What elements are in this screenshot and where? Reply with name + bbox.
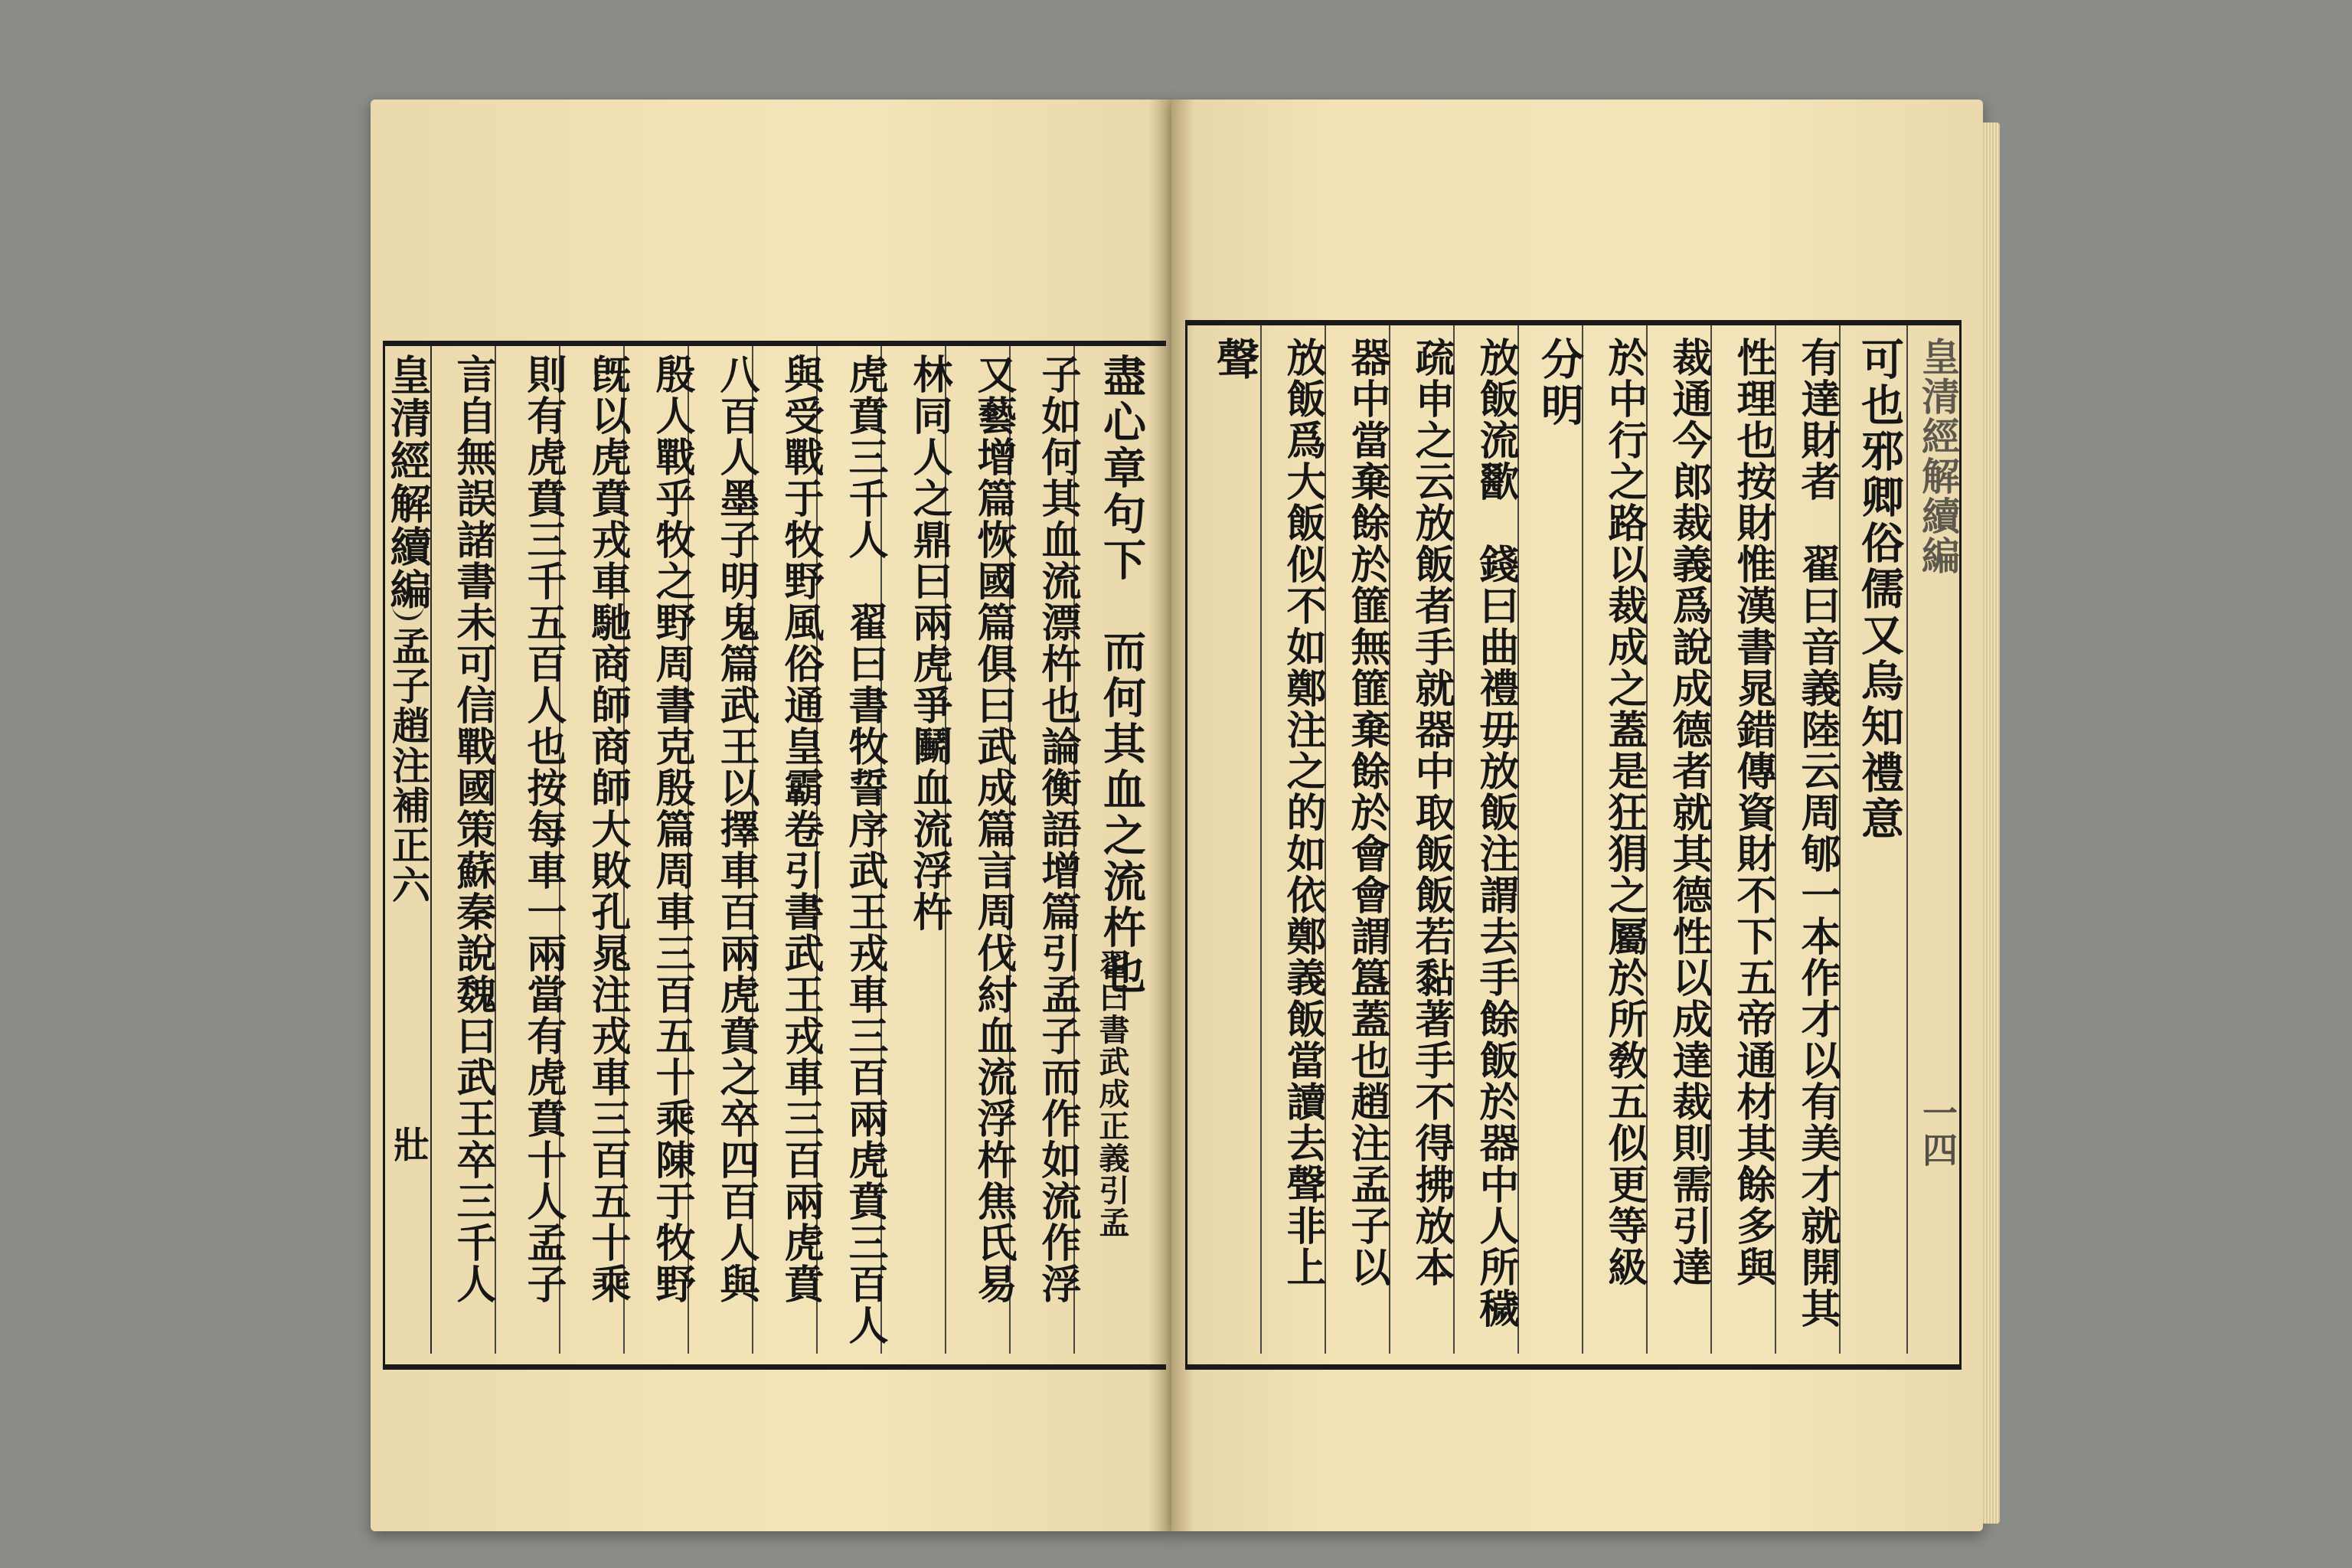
- left-column-10: 則有虎賁三千五百人也按每車一兩當有虎賁十人孟子: [520, 354, 567, 1305]
- right-column-8: 疏申之云放飯者手就器中取飯飯若黏著手不得拂放本: [1408, 337, 1455, 1288]
- right-column-7: 放飯流歠 錢曰曲禮毋放飯注謂去手餘飯於器中人所穢: [1472, 337, 1519, 1329]
- column-rule: [1582, 325, 1583, 1354]
- right-column-2: 有達財者 翟曰音義陸云周郇一本作才以有美才就開其: [1794, 337, 1841, 1329]
- left-column-3: 又藝增篇恢國篇俱曰武成篇言周伐紂血流浮杵焦氏易: [970, 354, 1017, 1305]
- page-edges: [1983, 122, 2000, 1524]
- column-rule: [1906, 325, 1908, 1354]
- right-column-3: 性理也按財惟漢書晁錯傳資財不下五帝通材其餘多與: [1730, 337, 1776, 1288]
- left-annotation: 翟曰書武成正義引孟: [1094, 949, 1130, 1239]
- right-folio-number: 一四: [1917, 1095, 1958, 1168]
- left-column-1: 盡心章句下 而何其血之流杵也: [1096, 354, 1147, 997]
- right-column-6: 分明: [1534, 337, 1585, 429]
- right-column-1: 可也邪卿俗儒又烏知禮意: [1854, 337, 1905, 842]
- left-column-5: 虎賁三千人 翟曰書牧誓序武王戎車三百兩虎賁三百人: [841, 354, 888, 1346]
- left-running-title: 皇清經解續編: [384, 354, 433, 611]
- left-folio-number: 壯: [387, 1125, 430, 1164]
- left-column-7: 八百人墨子明鬼篇武王以擇車百兩虎賁之卒四百人與: [713, 354, 760, 1305]
- right-column-10: 放飯爲大飯似不如鄭注之的如依鄭義飯當讀去聲非上: [1279, 337, 1326, 1288]
- left-column-9: 旣以虎賁戎車馳商師商師大敗孔晁注戎車三百五十乘: [584, 354, 631, 1305]
- right-column-11: 聲: [1210, 337, 1260, 383]
- right-column-9: 器中當棄餘於篚無篚棄餘於會會謂簋蓋也趙注孟子以: [1344, 337, 1390, 1288]
- column-rule: [1260, 325, 1262, 1354]
- right-column-4: 裁通今郎裁義爲說成德者就其德性以成達裁則需引達: [1665, 337, 1712, 1288]
- left-column-8: 殷人戰乎牧之野周書克殷篇周車三百五十乘陳于牧野: [648, 354, 695, 1305]
- left-chapter-title: 孟子趙注補正六: [386, 626, 431, 905]
- right-running-title: 皇清經解續編: [1916, 337, 1961, 576]
- left-column-4: 林同人之鼎曰兩虎爭鬭血流浮杵: [906, 354, 952, 933]
- left-column-2: 子如何其血流漂杵也論衡語增篇引孟子而作如流作浮: [1034, 354, 1081, 1305]
- right-column-5: 於中行之路以裁成之蓋是狂狷之屬於所敎五似更等級: [1601, 337, 1648, 1288]
- left-column-11: 言自無誤諸書未可信戰國策蘇秦說魏曰武王卒三千人: [449, 354, 496, 1305]
- left-column-6: 與受戰于牧野風俗通皇霸卷引書武王戎車三百兩虎賁: [777, 354, 824, 1305]
